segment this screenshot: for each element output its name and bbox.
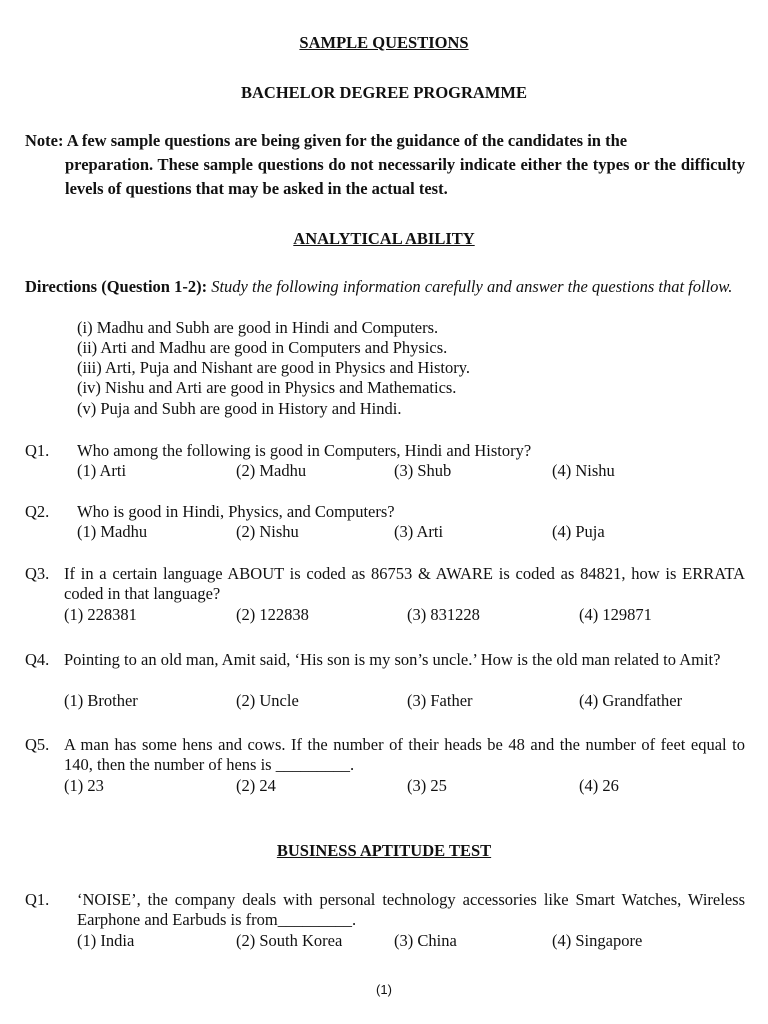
question-number: Q2. — [25, 502, 50, 521]
note-paragraph — [25, 129, 745, 201]
answer-option: (3) 25 — [407, 776, 447, 795]
statement: (iv) Nishu and Arti are good in Physics and Mathematics. — [77, 378, 457, 397]
answer-option: (4) 129871 — [579, 605, 652, 624]
statement: (i) Madhu and Subh are good in Hindi and Computers. — [77, 318, 439, 337]
answer-option: (2) 122838 — [236, 605, 309, 624]
answer-option: (1) Madhu — [77, 522, 148, 541]
question-text: Who is good in Hindi, Physics, and Computers? — [77, 502, 395, 521]
answer-option: (2) 24 — [236, 776, 276, 795]
directions-paragraph — [25, 277, 745, 297]
section-heading-analytical: ANALYTICAL ABILITY — [293, 229, 475, 248]
answer-option: (2) Nishu — [236, 522, 299, 541]
answer-option: (1) India — [77, 931, 135, 950]
statement: (iii) Arti, Puja and Nishant are good in Physics and History. — [77, 358, 471, 377]
answer-option: (3) China — [394, 931, 457, 950]
answer-option: (2) Uncle — [236, 691, 299, 710]
page-number: (1) — [376, 982, 392, 997]
answer-option: (3) Father — [407, 691, 473, 710]
question-number: Q4. — [25, 650, 50, 669]
answer-option: (4) Puja — [552, 522, 605, 541]
directions-text: Study the following information carefully and answer the questions that follow. — [211, 277, 733, 296]
question-text: Pointing to an old man, Amit said, ‘His son is my son’s uncle.’ How is the old man related to Amit? — [64, 650, 721, 669]
question-number: Q1. — [25, 441, 50, 460]
answer-option: (1) Arti — [77, 461, 127, 480]
answer-option: (2) Madhu — [236, 461, 307, 480]
answer-option: (3) 831228 — [407, 605, 480, 624]
answer-option: (3) Arti — [394, 522, 444, 541]
programme-heading: BACHELOR DEGREE PROGRAMME — [240, 83, 527, 102]
answer-option: (4) Nishu — [552, 461, 615, 480]
statement: (v) Puja and Subh are good in History and Hindi. — [77, 399, 402, 418]
note-text-line1: A few sample questions are being given for the guidance of the candidates in the — [66, 131, 628, 150]
question-text: ‘NOISE’, the company deals with personal technology accessories like Smart Watches, Wireless Earphone and Earbuds is from_________. — [77, 890, 745, 929]
directions-label: Directions (Question 1-2): — [25, 277, 208, 296]
answer-option: (2) South Korea — [236, 931, 343, 950]
question-text: Who among the following is good in Computers, Hindi and History? — [77, 441, 532, 460]
question-number: Q1. — [25, 890, 50, 909]
answer-option: (1) 23 — [64, 776, 104, 795]
statement: (ii) Arti and Madhu are good in Computers and Physics. — [77, 338, 448, 357]
question-text: If in a certain language ABOUT is coded as 86753 & AWARE is coded as 84821, how is ERRATA coded in that language? — [64, 564, 745, 603]
answer-option: (1) Brother — [64, 691, 138, 710]
answer-option: (4) Grandfather — [579, 691, 683, 710]
answer-option: (1) 228381 — [64, 605, 137, 624]
answer-option: (3) Shub — [394, 461, 452, 480]
note-label: Note: — [25, 131, 64, 150]
document-title: SAMPLE QUESTIONS — [299, 33, 469, 52]
answer-option: (4) 26 — [579, 776, 619, 795]
note-text-rest: preparation. These sample questions do not necessarily indicate either the types or the difficulty levels of questions that may be asked in the actual test. — [65, 155, 745, 198]
question-number: Q3. — [25, 564, 50, 583]
answer-option: (4) Singapore — [552, 931, 643, 950]
question-text: A man has some hens and cows. If the number of their heads be 48 and the number of feet equal to 140, then the number of hens is _________. — [64, 735, 745, 774]
section-heading-business: BUSINESS APTITUDE TEST — [276, 841, 492, 860]
question-number: Q5. — [25, 735, 50, 754]
